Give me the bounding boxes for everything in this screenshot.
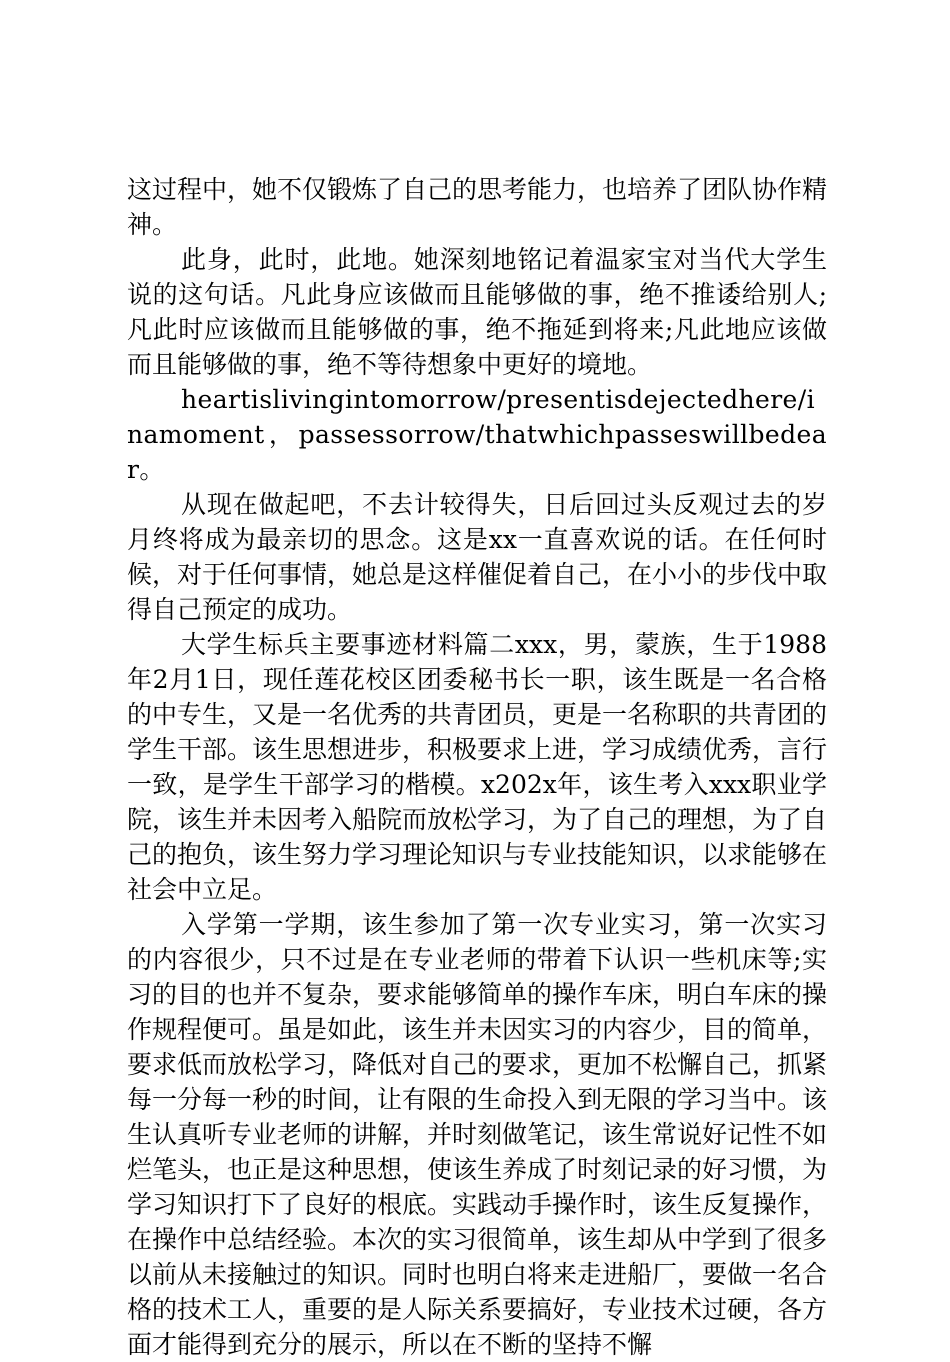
paragraph-4: 从现在做起吧，不去计较得失，日后回过头反观过去的岁月终将成为最亲切的思念。这是xx一直喜欢说的话。在任何时候，对于任何事情，她总是这样催促着自己，在小小的步伐中取得自己预定的成功。 — [127, 490, 828, 624]
paragraph-3: heartislivingintomorrow/presentisdejectedhere/inamoment，passessorrow/thatwhichpasseswillbedear。 — [127, 385, 827, 484]
paragraph-5: 大学生标兵主要事迹材料篇二xxx，男，蒙族，生于1988年2月1日，现任莲花校区团委秘书长一职，该生既是一名合格的中专生，又是一名优秀的共青团员，更是一名称职的共青团的学生干部。该生思想进步，积极要求上进，学习成绩优秀，言行一致，是学生干部学习的楷模。x202x年，该生考入xxx职业学院，该生并未因考入船院而放松学习，为了自己的理想，为了自己的抱负，该生努力学习理论知识与专业技能知识，以求能够在社会中立足。 — [127, 630, 828, 904]
paragraph-2: 此身，此时，此地。她深刻地铭记着温家宝对当代大学生说的这句话。凡此身应该做而且能够做的事，绝不推诿给别人;凡此时应该做而且能够做的事，绝不拖延到将来;凡此地应该做而且能够做的事，绝不等待想象中更好的境地。 — [127, 245, 827, 379]
paragraph-6: 入学第一学期，该生参加了第一次专业实习，第一次实习的内容很少，只不过是在专业老师的带着下认识一些机床等;实习的目的也并不复杂，要求能够简单的操作车床，明白车床的操作规程便可。虽是如此，该生并未因实习的内容少，目的简单，要求低而放松学习，降低对自己的要求，更加不松懈自己，抓紧每一分每一秒的时间，让有限的生命投入到无限的学习当中。该生认真听专业老师的讲解，并时刻做笔记，该生常说好记性不如烂笔头，也正是这种思想，使该生养成了时刻记录的好习惯，为学习知识打下了良好的根底。实践动手操作时，该生反复操作，在操作中总结经验。本次的实习很简单，该生却从中学到了很多以前从未接触过的知识。同时也明白将来走进船厂，要做一名合格的技术工人，重要的是人际关系要搞好，专业技术过硬，各方面才能得到充分的展示，所以在不断的坚持不懈 — [127, 910, 828, 1359]
document-page — [127, 172, 827, 1362]
paragraph-1: 这过程中，她不仅锻炼了自己的思考能力，也培养了团队协作精神。 — [127, 175, 828, 239]
